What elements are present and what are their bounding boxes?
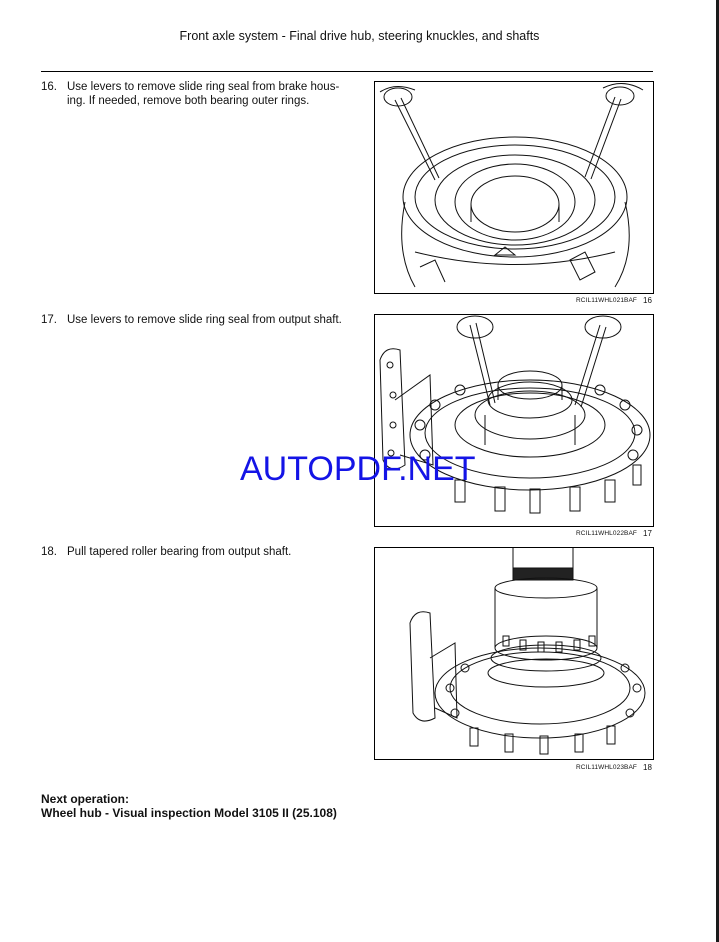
figure-code: RCIL11WHL022BAF [576, 530, 637, 537]
header-rule [41, 71, 653, 72]
watermark: AUTOPDF.NET [240, 450, 476, 488]
step-text: Pull tapered roller bearing from output shaft. [67, 546, 292, 558]
figure-17-illustration [374, 314, 654, 527]
figure-18-illustration [374, 547, 654, 760]
figure-code: RCIL11WHL023BAF [576, 764, 637, 771]
figure-number: 17 [643, 529, 652, 538]
step-text: Use levers to remove slide ring seal from brake hous-ing. If needed, remove both bearing outer rings. [67, 81, 340, 107]
figure-number: 16 [643, 296, 652, 305]
figure-number: 18 [643, 763, 652, 772]
step-number: 16. [41, 81, 57, 93]
figure-16-illustration [374, 81, 654, 294]
next-operation-link[interactable]: Wheel hub - Visual inspection Model 3105 II (25.108) [41, 806, 337, 820]
step-number: 18. [41, 546, 57, 558]
figure-code: RCIL11WHL021BAF [576, 297, 637, 304]
step-number: 17. [41, 314, 57, 326]
page-header-title: Front axle system - Final drive hub, steering knuckles, and shafts [179, 29, 540, 43]
next-operation-label: Next operation: [41, 792, 130, 806]
step-text: Use levers to remove slide ring seal from output shaft. [67, 314, 342, 326]
next-operation [41, 792, 337, 820]
